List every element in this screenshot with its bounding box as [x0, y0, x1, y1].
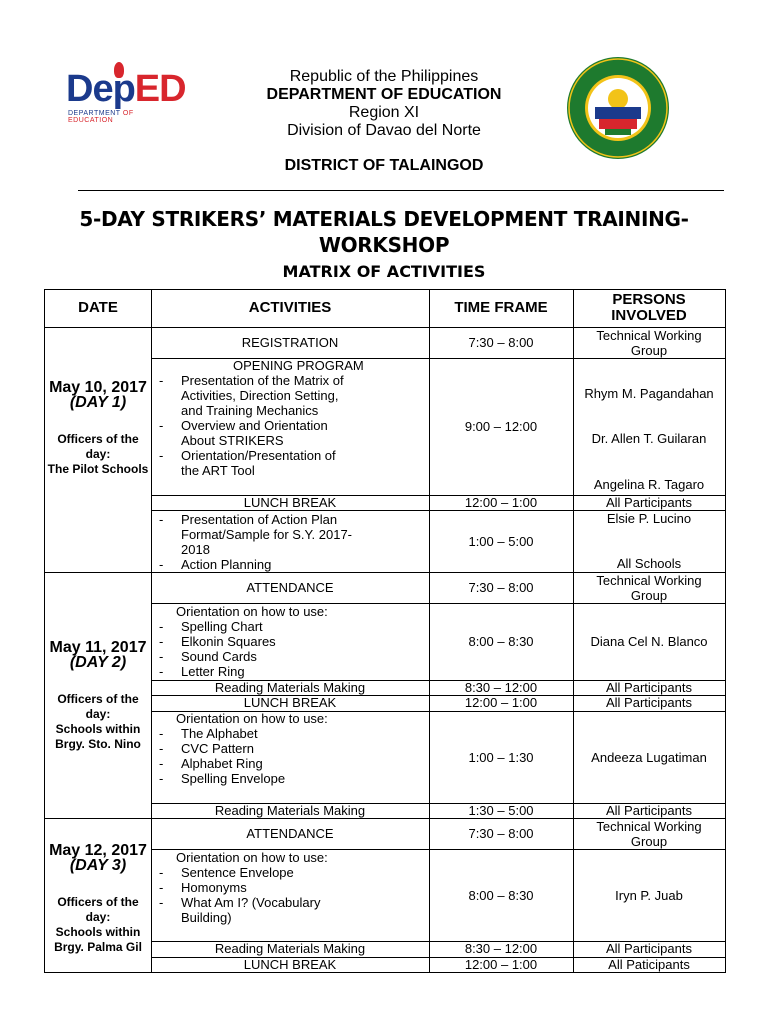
day3-lunch-activity: LUNCH BREAK [243, 957, 337, 972]
day3-reading-time: 8:30 – 12:00 [464, 941, 538, 956]
day2-orientation1-activity [151, 604, 429, 679]
day1-opening-time: 9:00 – 12:00 [464, 419, 538, 434]
day2-attendance-activity: ATTENDANCE [246, 580, 334, 595]
day2-reading-time: 8:30 – 12:00 [464, 680, 538, 695]
district-label: DISTRICT OF TALAINGOD [284, 157, 484, 174]
table-column-border [429, 290, 430, 972]
day3-date-cell [45, 843, 151, 955]
header-divider [78, 190, 724, 191]
col-header-time-frame: TIME FRAME [454, 299, 548, 316]
day2-date-cell [45, 640, 151, 752]
day3-orientation-activity [151, 850, 429, 925]
day2-label: (DAY 2) [69, 654, 127, 671]
day3-officers: Officers of the day: Schools within Brgy. Palma Gil [54, 895, 142, 954]
day1-opening-person-3: Angelina R. Tagaro [593, 477, 705, 492]
list-item: - The Alphabet [151, 726, 429, 741]
day1-label: (DAY 1) [69, 394, 127, 411]
day3-lunch-time: 12:00 – 1:00 [464, 957, 538, 972]
day1-lunch-person: All Participants [606, 495, 692, 510]
list-item: - Presentation of the Matrix of Activities, Direction Setting, and Training Mechanics [151, 373, 356, 418]
republic-label: Republic of the Philippines [289, 68, 479, 85]
day1-opening-person-1: Rhym M. Pagandahan [584, 386, 714, 401]
day2-orientation2-activity [151, 711, 429, 786]
day3-attendance-time: 7:30 – 8:00 [468, 826, 534, 841]
day2-lunch-person: All Participants [606, 695, 692, 710]
day2-orientation2-person: Andeeza Lugatiman [591, 750, 707, 765]
day3-reading-person: All Participants [606, 941, 692, 956]
region-label: Region XI [348, 104, 420, 121]
day2-orientation1-person: Diana Cel N. Blanco [590, 634, 708, 649]
day2-reading2-activity: Reading Materials Making [214, 803, 366, 818]
list-item: - Spelling Chart [151, 619, 429, 634]
day2-reading-activity: Reading Materials Making [214, 680, 366, 695]
day1-registration-time: 7:30 – 8:00 [468, 335, 534, 350]
day2-orientation2-title: Orientation on how to use: [176, 711, 328, 726]
day2-lunch-activity: LUNCH BREAK [243, 695, 337, 710]
day3-reading-activity: Reading Materials Making [214, 941, 366, 956]
department-label: DEPARTMENT OF EDUCATION [266, 86, 502, 103]
logo-wordmark: DepED [66, 68, 186, 110]
day2-orientation2-time: 1:00 – 1:30 [468, 750, 534, 765]
col-header-date: DATE [78, 299, 118, 316]
day2-orientation1-time: 8:00 – 8:30 [468, 634, 534, 649]
list-item: - Orientation/Presentation of the ART Tool [151, 448, 356, 478]
day3-orientation-title: Orientation on how to use: [176, 850, 328, 865]
day3-orientation-time: 8:00 – 8:30 [468, 888, 534, 903]
list-item: - Overview and Orientation About STRIKERS [151, 418, 356, 448]
logo-subtext: DEPARTMENT OF EDUCATION [68, 110, 134, 124]
day3-date: May 12, 2017 [49, 842, 147, 859]
day3-orientation-person: Iryn P. Juab [615, 888, 683, 903]
list-item: - Letter Ring [151, 664, 429, 679]
day2-reading2-time: 1:30 – 5:00 [468, 803, 534, 818]
day3-attendance-person: Technical Working Group [596, 819, 702, 849]
day2-reading-person: All Participants [606, 680, 692, 695]
list-item: - CVC Pattern [151, 741, 429, 756]
day2-attendance-person: Technical Working Group [596, 573, 702, 603]
day1-lunch-time: 12:00 – 1:00 [464, 495, 538, 510]
day2-orientation1-title: Orientation on how to use: [176, 604, 328, 619]
day1-opening-activity [151, 358, 429, 478]
list-item: - Sound Cards [151, 649, 429, 664]
day1-registration-activity: REGISTRATION [241, 335, 339, 350]
day3-lunch-person: All Paticipants [608, 957, 690, 972]
document-title: 5-DAY STRIKERS’ MATERIALS DEVELOPMENT TRAINING- WORKSHOP [79, 207, 689, 257]
activities-matrix-table [44, 289, 726, 973]
day1-date-cell [45, 380, 151, 477]
day1-officers: Officers of the day: The Pilot Schools [47, 432, 149, 476]
day1-lunch-activity: LUNCH BREAK [243, 495, 337, 510]
list-item: - Elkonin Squares [151, 634, 429, 649]
day1-date: May 10, 2017 [49, 379, 147, 396]
day2-date: May 11, 2017 [49, 639, 147, 656]
document-subtitle: MATRIX OF ACTIVITIES [282, 262, 486, 281]
day1-afternoon-person-1: Elsie P. Lucino [606, 511, 692, 526]
list-item: - Presentation of Action Plan Format/Sample for S.Y. 2017-2018 [151, 512, 356, 557]
list-item: - Action Planning [151, 557, 356, 572]
list-item: - Homonyms [151, 880, 356, 895]
day3-attendance-activity: ATTENDANCE [246, 826, 334, 841]
day1-registration-person: Technical Working Group [596, 328, 702, 358]
day2-reading2-person: All Participants [606, 803, 692, 818]
col-header-persons-involved: PERSONS INVOLVED [611, 291, 687, 324]
day2-attendance-time: 7:30 – 8:00 [468, 580, 534, 595]
day3-label: (DAY 3) [69, 857, 127, 874]
division-label: Division of Davao del Norte [287, 122, 481, 139]
day1-opening-person-2: Dr. Allen T. Guilaran [591, 431, 707, 446]
list-item: - Sentence Envelope [151, 865, 356, 880]
day1-afternoon-time: 1:00 – 5:00 [468, 534, 534, 549]
day1-opening-title: OPENING PROGRAM [233, 358, 364, 373]
list-item: - What Am I? (Vocabulary Building) [151, 895, 356, 925]
day2-lunch-time: 12:00 – 1:00 [464, 695, 538, 710]
list-item: - Alphabet Ring [151, 756, 429, 771]
list-item: - Spelling Envelope [151, 771, 429, 786]
col-header-activities: ACTIVITIES [248, 299, 332, 316]
day2-officers: Officers of the day: Schools within Brgy. Sto. Nino [55, 692, 141, 751]
day1-afternoon-person-2: All Schools [616, 556, 682, 571]
day1-afternoon-activity [151, 512, 429, 572]
